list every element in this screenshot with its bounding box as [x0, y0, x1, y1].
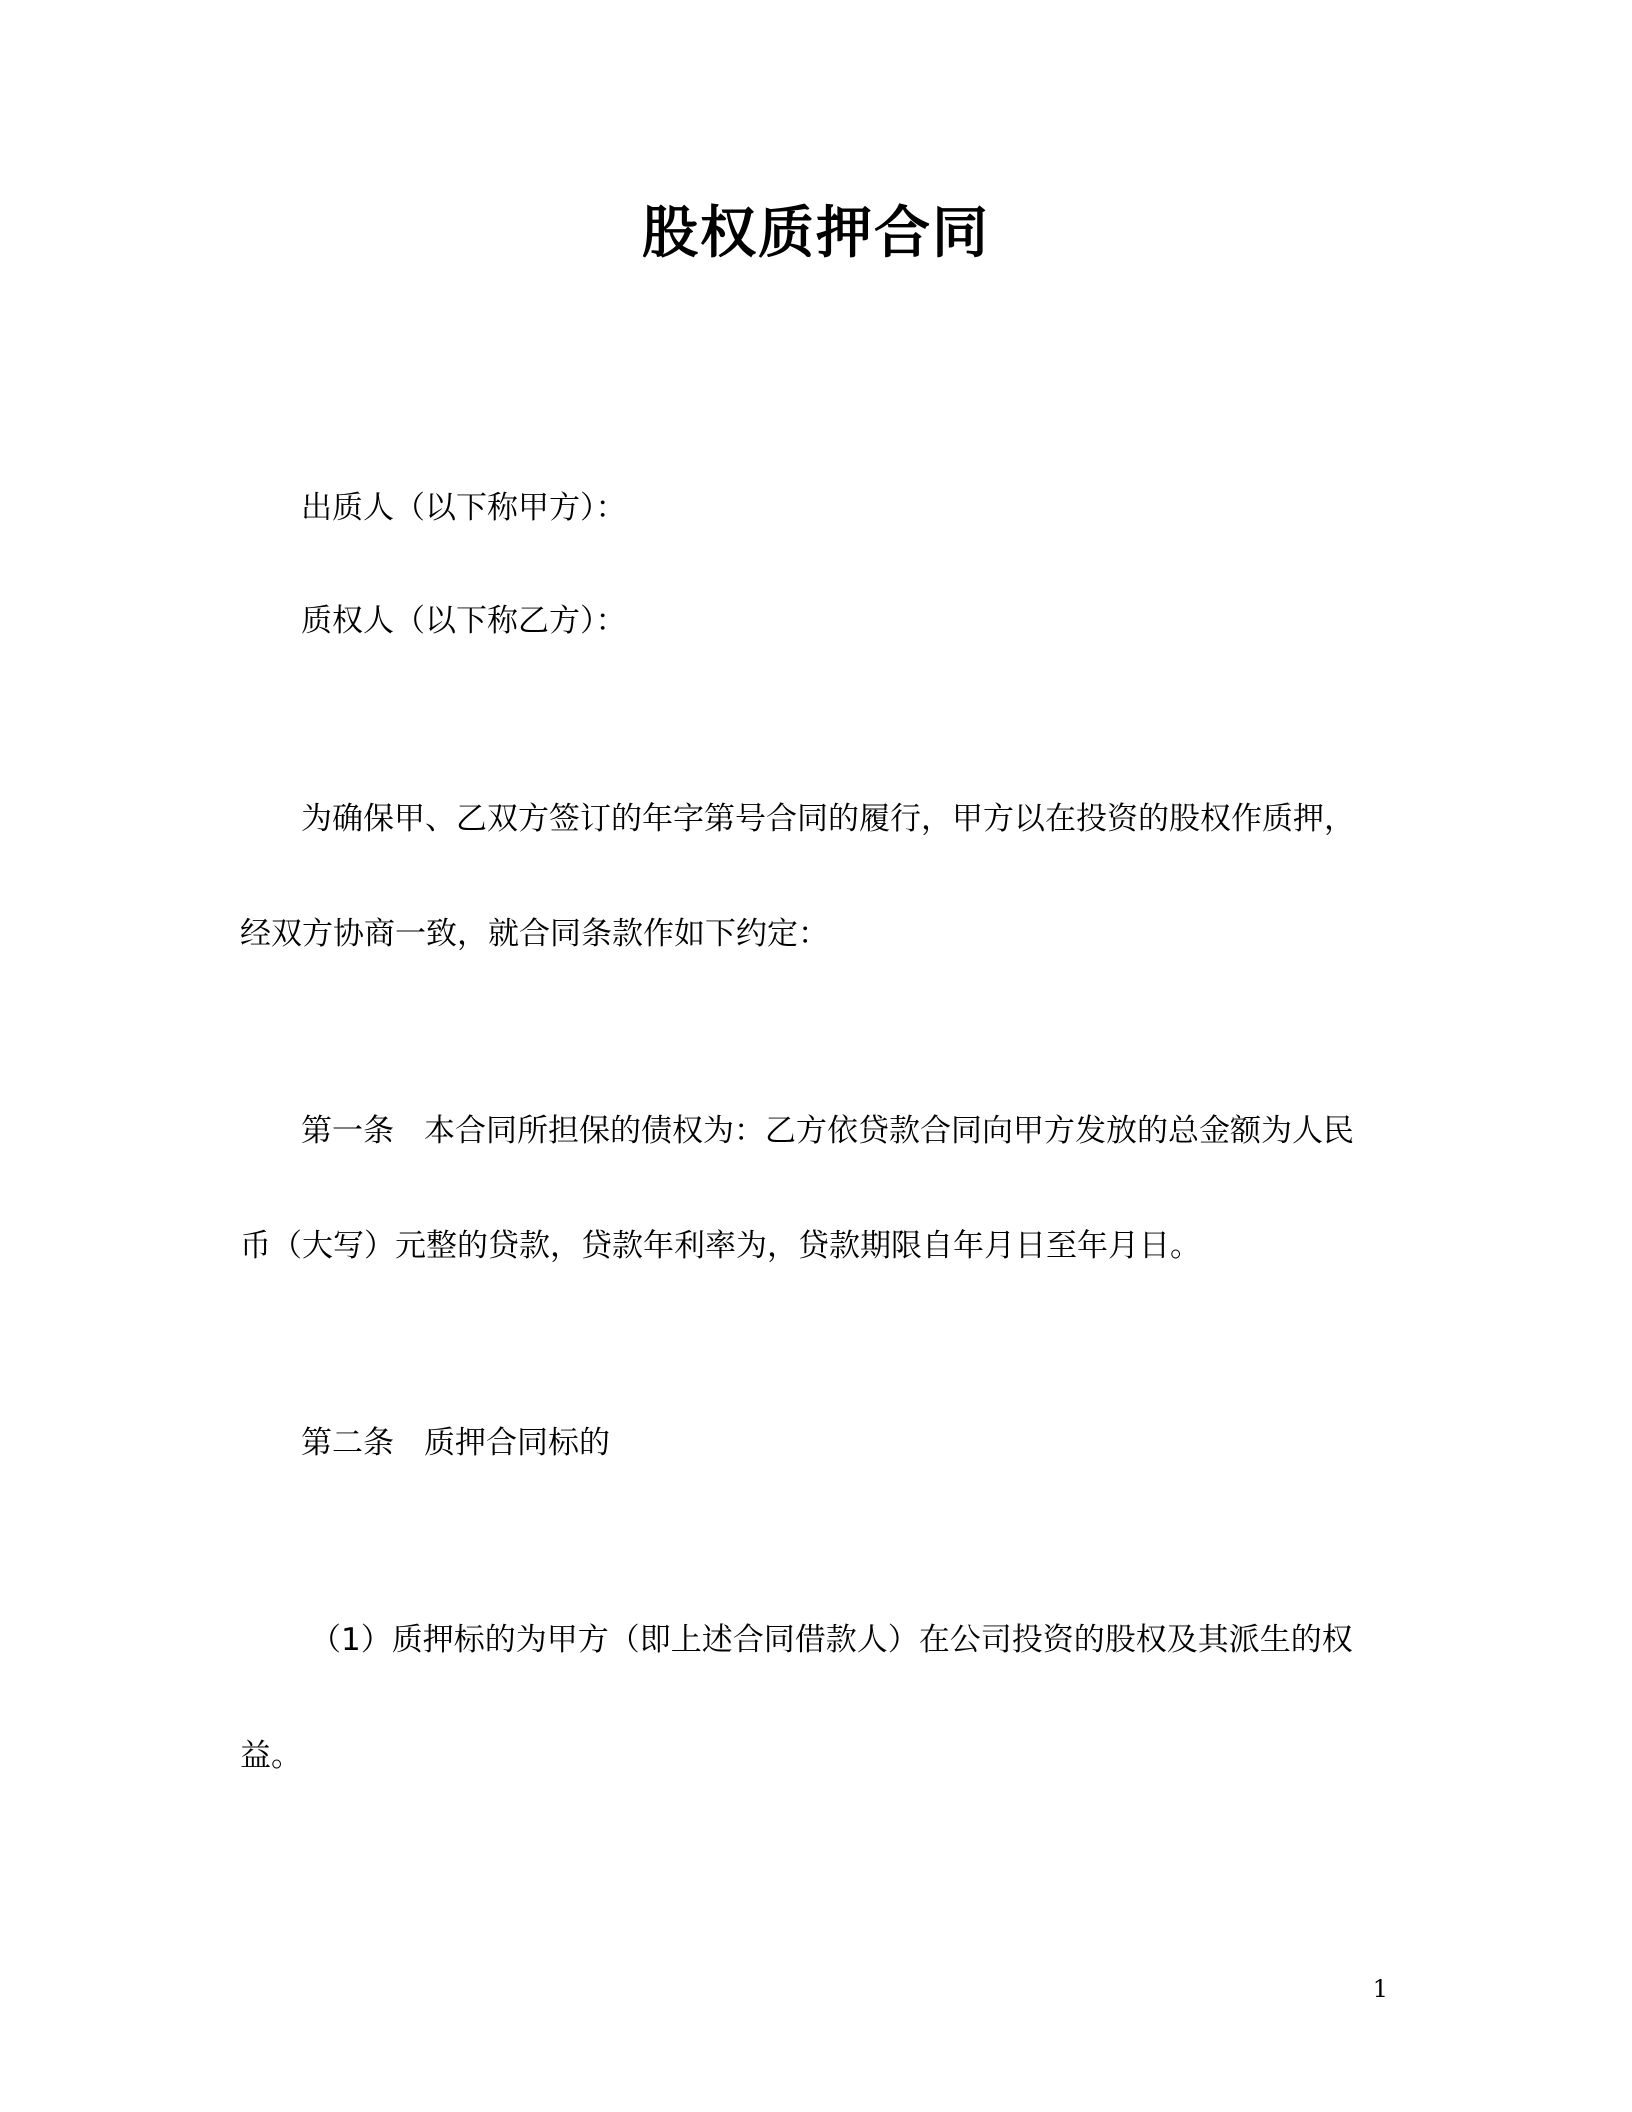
pledgor-line: 出质人（以下称甲方）：: [301, 490, 627, 526]
document-title: 股权质押合同: [642, 201, 990, 266]
article-2-line: [301, 1421, 610, 1465]
article-2-heading: 第二条: [301, 1425, 394, 1461]
item-1-line-1: （1）质押标的为甲方（即上述合同借款人）在公司投资的股权及其派生的权: [310, 1622, 1353, 1658]
article-1-text-1: 本合同所担保的债权为：乙方依贷款合同向甲方发放的总金额为人民: [424, 1113, 1354, 1149]
article-1-line-1: [301, 1109, 1354, 1153]
article-2-text: 质押合同标的: [424, 1425, 610, 1461]
article-1-heading: 第一条: [301, 1113, 394, 1149]
pledgee-line: 质权人（以下称乙方）：: [301, 603, 627, 639]
page-number: 1: [1372, 1975, 1388, 2003]
preamble-line-1: 为确保甲、乙双方签订的年字第号合同的履行，甲方以在投资的股权作质押，: [301, 801, 1355, 837]
item-1-line-2: 益。: [240, 1738, 302, 1774]
article-1-line-2: 币（大写）元整的贷款，贷款年利率为，贷款期限自年月日至年月日。: [240, 1228, 1201, 1264]
preamble-line-2: 经双方协商一致，就合同条款作如下约定：: [240, 916, 829, 952]
